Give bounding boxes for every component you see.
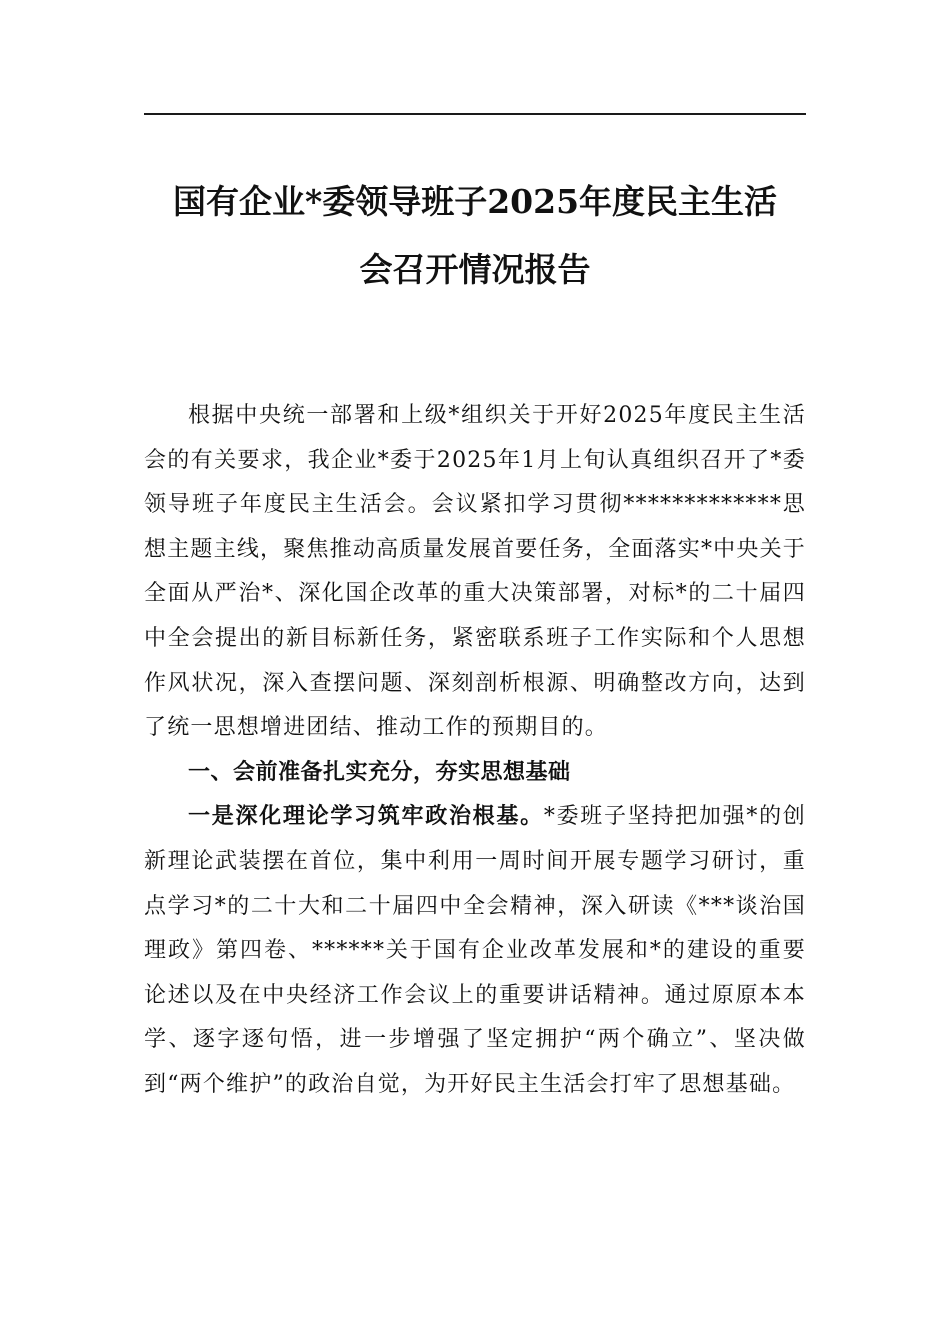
title-line-2: 会召开情况报告 [359, 250, 591, 289]
document-body [144, 394, 806, 1108]
section-1-lead: 一是深化理论学习筑牢政治根基。 [188, 804, 544, 830]
section-1-text: *委班子坚持把加强*的创新理论武装摆在首位，集中利用一周时间开展专题学习研讨，重点学习*的二十大和二十届四中全会精神，深入研读《***谈治国理政》第四卷、******关于国有企业改革发展和*的建设的重要论述以及在中央经济工作会议上的重要讲话精神。通过原原本本学、逐字逐句悟，进一步增强了坚定拥护“两个确立”、坚决做到“两个维护”的政治自觉，为开好民主生活会打牢了思想基础。 [144, 804, 806, 1097]
intro-paragraph: 根据中央统一部署和上级*组织关于开好2025年度民主生活会的有关要求，我企业*委于2025年1月上旬认真组织召开了*委领导班子年度民主生活会。会议紧扣学习贯彻*************思想主题主线，聚焦推动高质量发展首要任务，全面落实*中央关于全面从严治*、深化国企改革的重大决策部署，对标*的二十届四中全会提出的新目标新任务，紧密联系班子工作实际和个人思想作风状况，深入查摆问题、深刻剖析根源、明确整改方向，达到了统一思想增进团结、推动工作的预期目的。 [144, 403, 806, 741]
section-heading-1: 一、会前准备扎实充分，夯实思想基础 [188, 759, 571, 785]
section-1-paragraph [144, 795, 806, 1107]
document-title [144, 168, 806, 304]
header-rule [144, 113, 806, 115]
title-line-1: 国有企业*委领导班子2025年度民主生活 [172, 182, 778, 221]
